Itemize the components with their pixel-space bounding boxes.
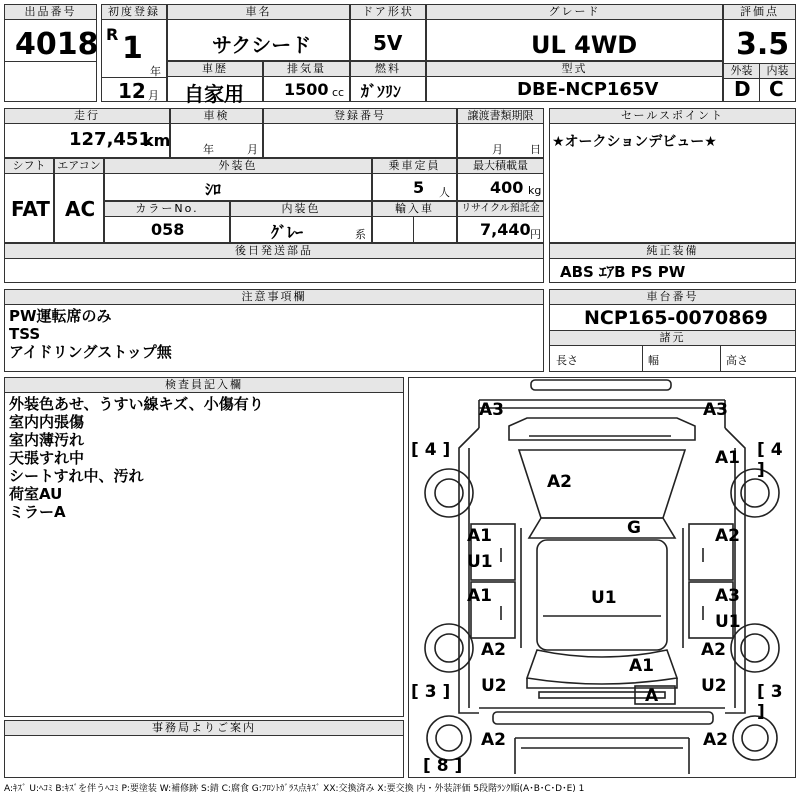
note-line: PW運転席のみ — [9, 307, 112, 325]
rear-lower — [515, 738, 689, 774]
code-fl-tire: [ 4 ] — [411, 440, 451, 460]
rear-bumper-shape — [493, 712, 713, 724]
fuel-label: 燃料 — [350, 61, 426, 77]
colorno: 058 — [151, 220, 185, 239]
int-grade: C — [769, 77, 784, 101]
recycle-unit: 円 — [530, 228, 541, 241]
inspector-line: 天張すれ中 — [9, 449, 85, 467]
import-cell — [372, 201, 457, 243]
rear-glass-shape — [527, 650, 677, 684]
salespoint: ★オークションデビュー★ — [552, 134, 717, 150]
code-rl-quarter-2: U2 — [481, 676, 507, 696]
recycle-cell — [457, 201, 544, 243]
salespoint-label: セールスポイント — [549, 108, 796, 124]
inspector-cell — [4, 377, 404, 717]
hood-area — [519, 450, 685, 518]
lot-number-label: 出品番号 — [4, 4, 97, 20]
score: 3.5 — [736, 27, 790, 62]
ac-label: エアコン — [54, 158, 104, 174]
inspection-label: 車検 — [170, 108, 263, 124]
rl-tire-shape — [425, 624, 473, 672]
inspector-line: 外装色あせ、うすい線キズ、小傷有り — [9, 395, 264, 413]
mileage-unit: km — [143, 131, 171, 150]
load: 400 — [490, 178, 524, 197]
lot-number-cell — [4, 4, 97, 102]
code-rl-bumper: A2 — [481, 730, 506, 750]
recycle-label: リサイクル預託金 — [457, 201, 544, 217]
inspector-line: シートすれ中、汚れ — [9, 467, 144, 485]
car-diagram — [409, 378, 795, 777]
code-rl-tire: [ 3 ] — [411, 682, 451, 702]
color-label: 外装色 — [104, 158, 372, 174]
inspector-line: 室内内張傷 — [9, 413, 85, 431]
colorno-cell — [104, 201, 230, 243]
first-registration-label: 初度登録 — [101, 4, 167, 20]
later-parts-label: 後日発送部品 — [4, 243, 544, 259]
load-label: 最大積載量 — [457, 158, 544, 174]
equipment: ABS ｴｱB PS PW — [560, 263, 686, 281]
load-cell — [457, 158, 544, 201]
history-label: 車歴 — [167, 61, 263, 77]
chassis-label: 車台番号 — [549, 289, 796, 305]
load-unit: kg — [528, 184, 542, 197]
code-fl-door-2: U1 — [467, 552, 493, 572]
year-unit: 年 — [150, 65, 161, 78]
car-name-label: 車名 — [167, 4, 350, 20]
fl-tire-shape — [425, 469, 473, 517]
chassis-number: NCP165-0070869 — [584, 307, 768, 329]
length-label: 長さ — [556, 354, 578, 367]
transfer-day-unit: 日 — [530, 143, 541, 156]
inspection-cell — [170, 108, 263, 158]
inspection-month-unit: 月 — [247, 143, 258, 156]
grade: UL 4WD — [531, 31, 638, 59]
fuel-cell — [350, 61, 426, 102]
score-label: 評価点 — [723, 4, 796, 20]
first-registration-cell — [101, 4, 167, 102]
code-roof: U1 — [591, 588, 617, 608]
note-line: アイドリングストップ無 — [9, 343, 172, 361]
shift-label: シフト — [4, 158, 54, 174]
code-fr-door: A2 — [715, 526, 740, 546]
code-rl-door: A1 — [467, 586, 492, 606]
windshield-shape — [529, 518, 675, 538]
mileage-label: 走行 — [4, 108, 170, 124]
code-windshield: G — [627, 518, 641, 538]
inspector-label: 検査員記入欄 — [4, 377, 404, 393]
intcolor-cell — [230, 201, 372, 243]
ac: AC — [65, 197, 96, 221]
capacity-cell — [372, 158, 457, 201]
code-rr-quarter: A2 — [701, 640, 726, 660]
car-name: サクシード — [212, 33, 312, 57]
inspection-year-unit: 年 — [203, 143, 214, 156]
code-rl-quarter: A2 — [481, 640, 506, 660]
code-rr-quarter-2: U2 — [701, 676, 727, 696]
code-fr-corner: A3 — [703, 400, 728, 420]
code-rear-glass: A1 — [629, 656, 654, 676]
intcolor: ｸﾞﾚｰ — [271, 223, 304, 242]
note-line: TSS — [9, 325, 41, 343]
import-divider — [413, 216, 414, 242]
model-label: 型式 — [426, 61, 723, 77]
color-cell — [104, 158, 372, 201]
dims-divider-2 — [720, 346, 721, 371]
import-label: 輸入車 — [372, 201, 457, 217]
chassis-cell — [549, 289, 796, 372]
lot-number: 4018 — [15, 27, 99, 62]
transfer-month-unit: 月 — [492, 143, 503, 156]
grade-label: グレード — [426, 4, 723, 20]
intcolor-unit: 系 — [355, 228, 366, 241]
shift-cell — [4, 158, 54, 243]
shift: FAT — [11, 197, 50, 221]
car-diagram-cell — [408, 377, 796, 778]
equipment-label: 純正装備 — [549, 243, 796, 259]
displacement-label: 排気量 — [263, 61, 350, 77]
code-rr-door: A3 — [715, 586, 740, 606]
displacement: 1500 — [284, 80, 329, 99]
height-label: 高さ — [726, 354, 748, 367]
inspector-line: 荷室AU — [9, 485, 63, 503]
code-fl-door: A1 — [467, 526, 492, 546]
door-type: 5V — [373, 31, 403, 55]
history: 自家用 — [184, 82, 244, 106]
ac-cell — [54, 158, 104, 243]
fuel: ｶﾞｿﾘﾝ — [361, 82, 402, 101]
model-cell — [426, 61, 723, 102]
code-hood: A2 — [547, 472, 572, 492]
int-label: 内装 — [759, 63, 796, 79]
mileage: 127,451 — [69, 129, 151, 150]
recycle: 7,440 — [480, 220, 531, 239]
office-label: 事務局よりご案内 — [4, 720, 404, 736]
code-spare-tire: [ 8 ] — [423, 756, 463, 776]
capacity: 5 — [413, 178, 425, 197]
lot-number-divider — [5, 61, 96, 62]
model: DBE-NCP165V — [517, 79, 659, 100]
mileage-cell — [4, 108, 170, 158]
spare-tire-shape — [427, 716, 471, 760]
inspector-line: ミラーA — [9, 503, 66, 521]
later-parts-cell — [4, 243, 544, 283]
reg-divider — [102, 77, 166, 78]
capacity-label: 乗車定員 — [372, 158, 457, 174]
code-fr-tire: [ 4 ] — [757, 440, 783, 480]
notes-list — [9, 307, 172, 361]
capacity-unit: 人 — [439, 186, 450, 199]
equipment-cell — [549, 243, 796, 283]
office-cell — [4, 720, 404, 778]
code-rr-door-2: U1 — [715, 612, 741, 632]
inspector-line: 室内薄汚れ — [9, 431, 85, 449]
legend-footer: A:ｷｽﾞ U:ﾍｺﾐ B:ｷｽﾞを伴うﾍｺﾐ P:要塗装 W:補修跡 S:錆 C:腐食 G:ﾌﾛﾝﾄｶﾞﾗｽ点ｷｽﾞ XX:交換済み X:要交換 内・外装評価 5段階ﾗﾝｸ順(A･B･C･D･E) 1 — [4, 784, 585, 794]
ext-label: 外装 — [723, 63, 760, 79]
dims-divider-1 — [642, 346, 643, 371]
notes-cell — [4, 289, 544, 372]
width-label: 幅 — [648, 354, 659, 367]
ext-grade: D — [734, 77, 751, 101]
car-name-cell — [167, 4, 350, 61]
door-label: ドア形状 — [350, 4, 426, 20]
code-rr-bumper: A2 — [703, 730, 728, 750]
intcolor-label: 内装色 — [230, 201, 372, 217]
salespoint-cell — [549, 108, 796, 243]
score-cell — [723, 4, 796, 102]
history-cell — [167, 61, 263, 106]
colorno-label: カラーNo. — [104, 201, 230, 217]
code-rr-tire: [ 3 ] — [757, 682, 783, 722]
code-back-door: A — [645, 686, 659, 706]
displacement-cell — [263, 61, 350, 102]
regno-cell — [263, 108, 457, 158]
code-fl-corner: A3 — [479, 400, 504, 420]
score-divider — [759, 77, 760, 101]
inspector-list — [9, 395, 264, 521]
registration-month: 12 — [118, 79, 146, 103]
code-fr-fender: A1 — [715, 448, 740, 468]
color: ｼﾛ — [205, 180, 222, 199]
dims-label: 諸元 — [549, 330, 796, 346]
displacement-unit: cc — [332, 86, 345, 99]
front-bumper-shape — [531, 380, 671, 390]
spare-tire-shape-r — [733, 716, 777, 760]
transfer-label: 譲渡書類期限 — [457, 108, 544, 124]
registration-year: 1 — [122, 31, 143, 66]
notes-label: 注意事項欄 — [4, 289, 544, 305]
regno-label: 登録番号 — [263, 108, 457, 124]
era: R — [106, 25, 119, 44]
transfer-cell — [457, 108, 544, 158]
month-unit: 月 — [148, 89, 159, 102]
grade-cell — [426, 4, 723, 61]
door-cell — [350, 4, 426, 61]
